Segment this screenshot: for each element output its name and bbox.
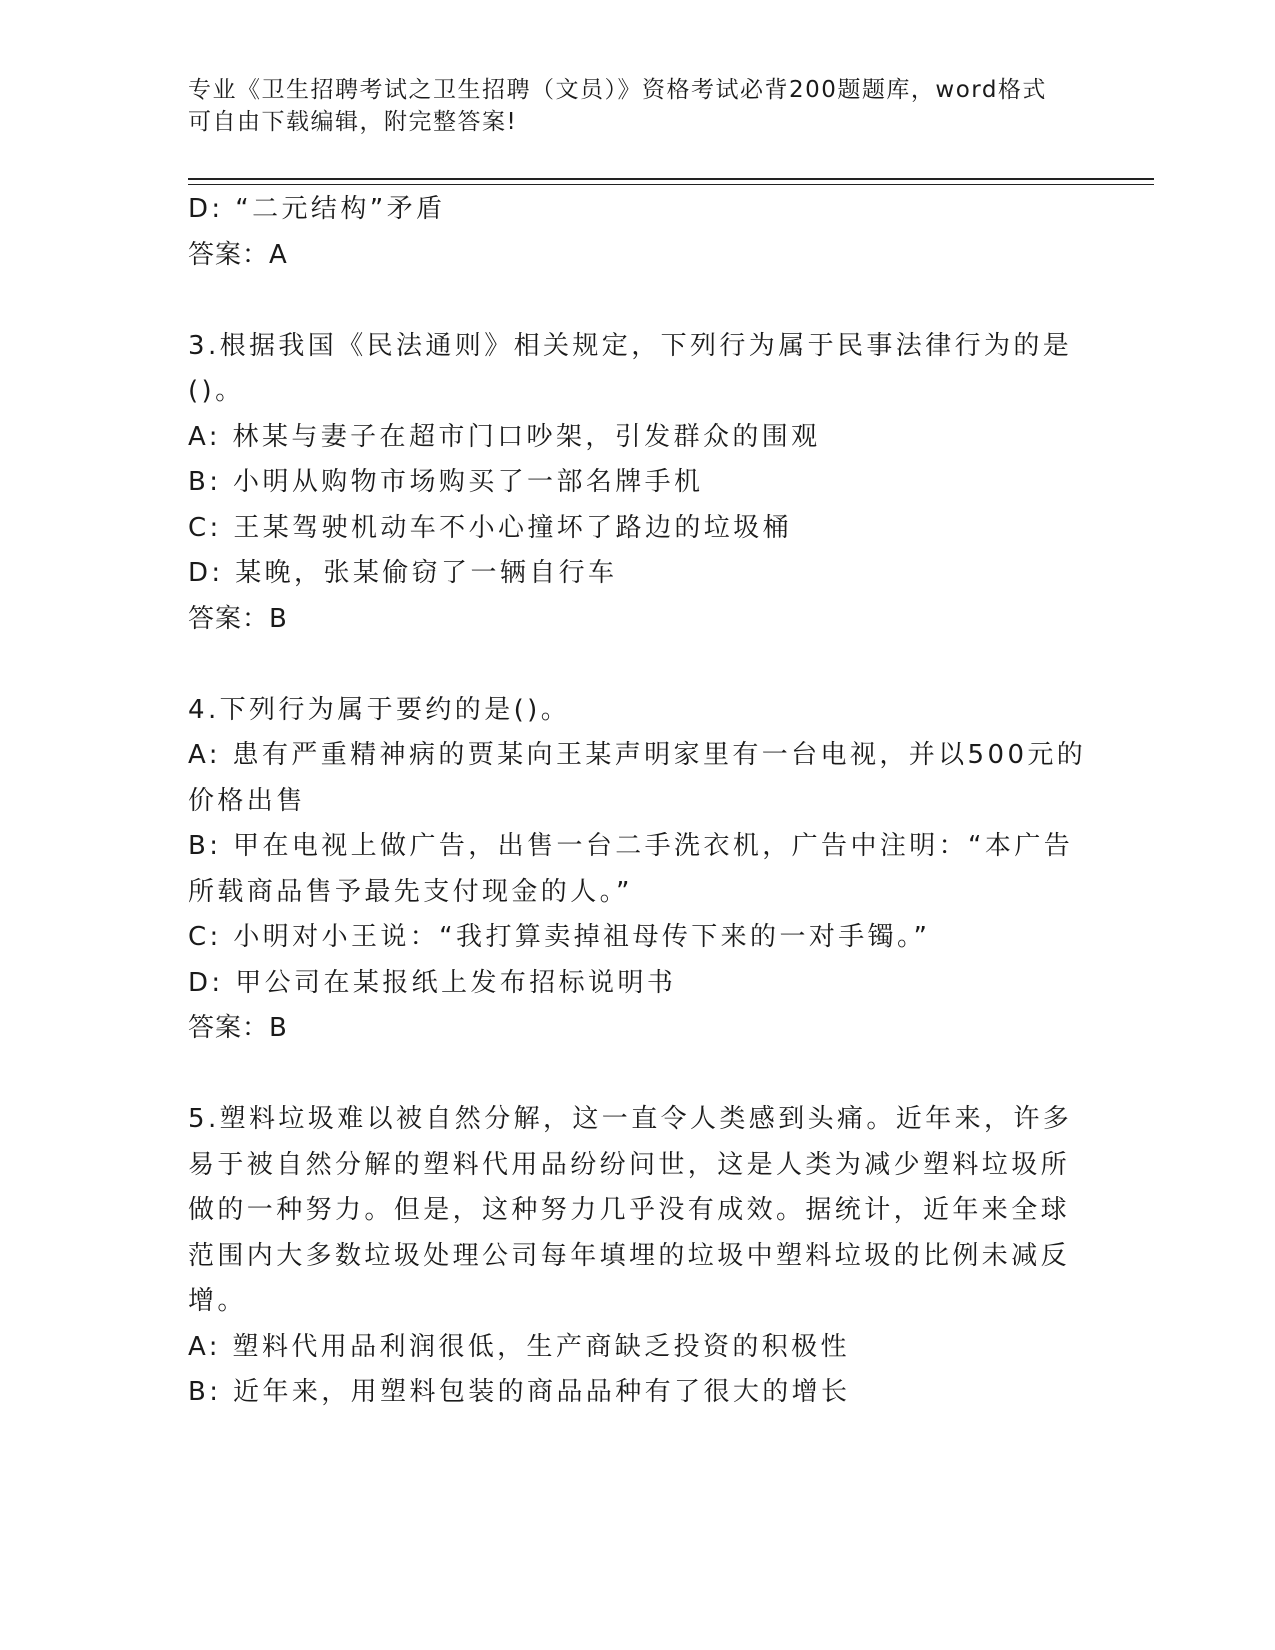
option-a: A: 林某与妻子在超市门口吵架，引发群众的围观 (188, 421, 821, 452)
question-content (188, 187, 1088, 1416)
question-stem: 4.下列行为属于要约的是()。 (188, 694, 571, 725)
question-stem: 5.塑料垃圾难以被自然分解，这一直令人类感到头痛。近年来，许多 (188, 1104, 1073, 1134)
option-b: B: 甲在电视上做广告，出售一台二手洗衣机，广告中注明：“本广告 (188, 831, 1074, 861)
option-c: C: 王某驾驶机动车不小心撞坏了路边的垃圾桶 (188, 512, 792, 543)
option-b: B: 近年来，用塑料包装的商品品种有了很大的增长 (188, 1377, 851, 1407)
question-5 (188, 1097, 1088, 1416)
option-d: D: 某晚，张某偷窃了一辆自行车 (188, 558, 618, 588)
option-a: A: 患有严重精神病的贾某向王某声明家里有一台电视，并以500元的 (188, 740, 1087, 770)
spacer (188, 1052, 1088, 1098)
question-4 (188, 688, 1088, 1052)
header-divider-thin (188, 184, 1154, 185)
answer-label: 答案：B (188, 1013, 288, 1043)
header-title-line-2: 可自由下载编辑，附完整答案! (188, 109, 518, 135)
question-stem-continued: 范围内大多数垃圾处理公司每年填埋的垃圾中塑料垃圾的比例未减反 (188, 1240, 1071, 1271)
option-d: D: 甲公司在某报纸上发布招标说明书 (188, 967, 677, 998)
header-divider-thick (188, 178, 1154, 180)
question-stem-continued: 易于被自然分解的塑料代用品纷纷问世，这是人类为减少塑料垃圾所 (188, 1149, 1071, 1180)
question-3 (188, 324, 1088, 643)
answer-label: 答案：B (188, 603, 288, 634)
question-stem: 3.根据我国《民法通则》相关规定，下列行为属于民事法律行为的是 (188, 330, 1073, 361)
option-b-continued: 所载商品售予最先支付现金的人。” (188, 876, 633, 907)
option-b: B: 小明从购物市场购买了一部名牌手机 (188, 467, 704, 497)
spacer (188, 642, 1088, 688)
document-header (188, 74, 1068, 138)
question-stem-continued: 增。 (188, 1286, 247, 1316)
option-c: C: 小明对小王说：“我打算卖掉祖母传下来的一对手镯。” (188, 922, 931, 952)
answer-label: 答案：A (188, 239, 288, 270)
question-stem-continued: 做的一种努力。但是，这种努力几乎没有成效。据统计，近年来全球 (188, 1195, 1071, 1225)
question-stem-continued: ()。 (188, 376, 245, 406)
spacer (188, 278, 1088, 324)
question-2-tail (188, 187, 1088, 278)
option-a-continued: 价格出售 (188, 785, 306, 816)
option-d: D: “二元结构”矛盾 (188, 194, 446, 224)
option-a: A: 塑料代用品利润很低，生产商缺乏投资的积极性 (188, 1331, 850, 1362)
header-title-line-1: 专业《卫生招聘考试之卫生招聘（文员）》资格考试必背200题题库，word格式 (188, 77, 1047, 103)
